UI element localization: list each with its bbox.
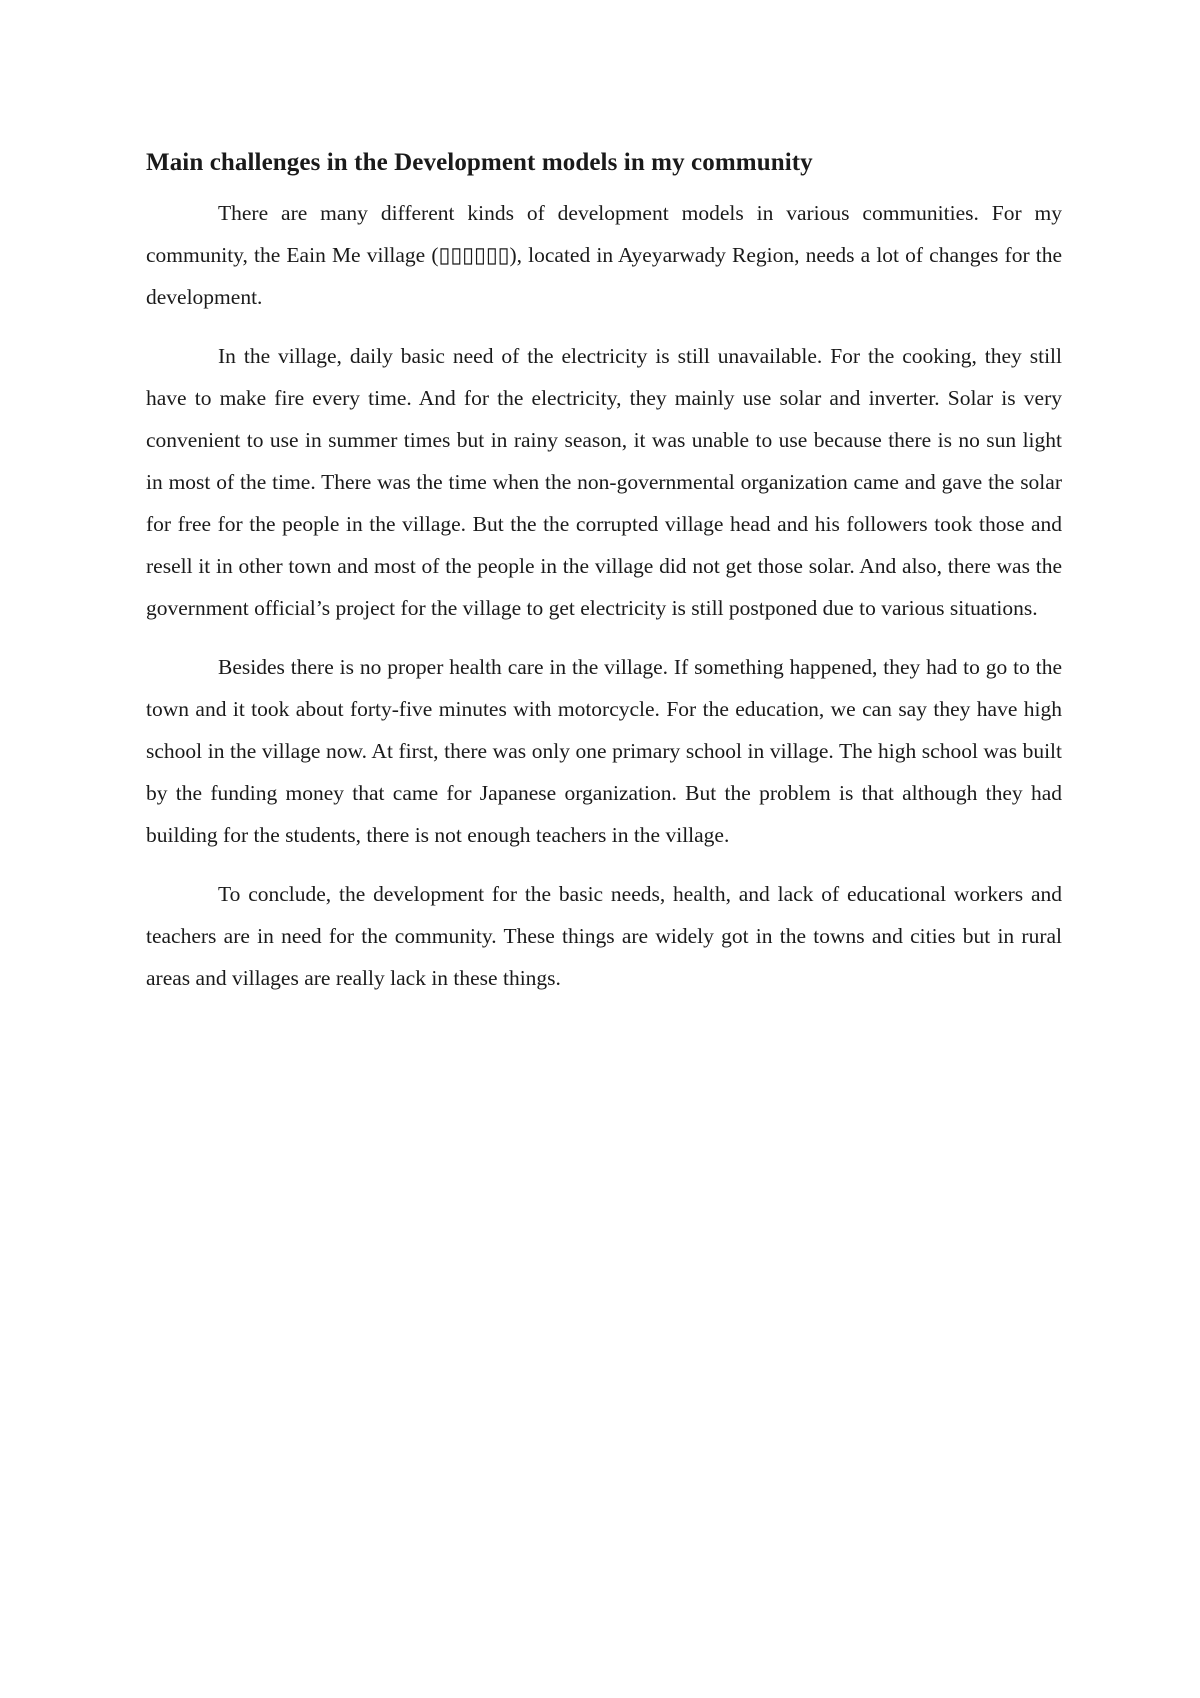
paragraph-health-education: Besides there is no proper health care in the village. If something happened, they had to go to the town and it took about forty-five minutes with motorcycle. For the education, we can say they have high school in the village now. At first, there was only one primary school in village. The high school was built by the funding money that came for Japanese organization. But the problem is that although they had building for the students, there is not enough teachers in the village. [146, 655, 1062, 847]
document-body [146, 146, 1062, 1016]
document-title: Main challenges in the Development models in my community [146, 149, 813, 176]
paragraph-intro: There are many different kinds of development models in various communities. For my community, the Eain Me village (▯▯▯▯▯▯), located in Ayeyarwady Region, needs a lot of changes for the development. [146, 201, 1062, 309]
paragraph-conclusion: To conclude, the development for the basic needs, health, and lack of educational workers and teachers are in need for the community. These things are widely got in the towns and cities but in rural areas and villages are really lack in these things. [146, 882, 1062, 990]
paragraph-electricity: In the village, daily basic need of the electricity is still unavailable. For the cooking, they still have to make fire every time. And for the electricity, they mainly use solar and inverter. Solar is very convenient to use in summer times but in rainy season, it was unable to use because there is no sun light in most of the time. There was the time when the non-governmental organization came and gave the solar for free for the people in the village. But the the corrupted village head and his followers took those and resell it in other town and most of the people in the village did not get those solar. And also, there was the government official’s project for the village to get electricity is still postponed due to various situations. [146, 344, 1062, 620]
